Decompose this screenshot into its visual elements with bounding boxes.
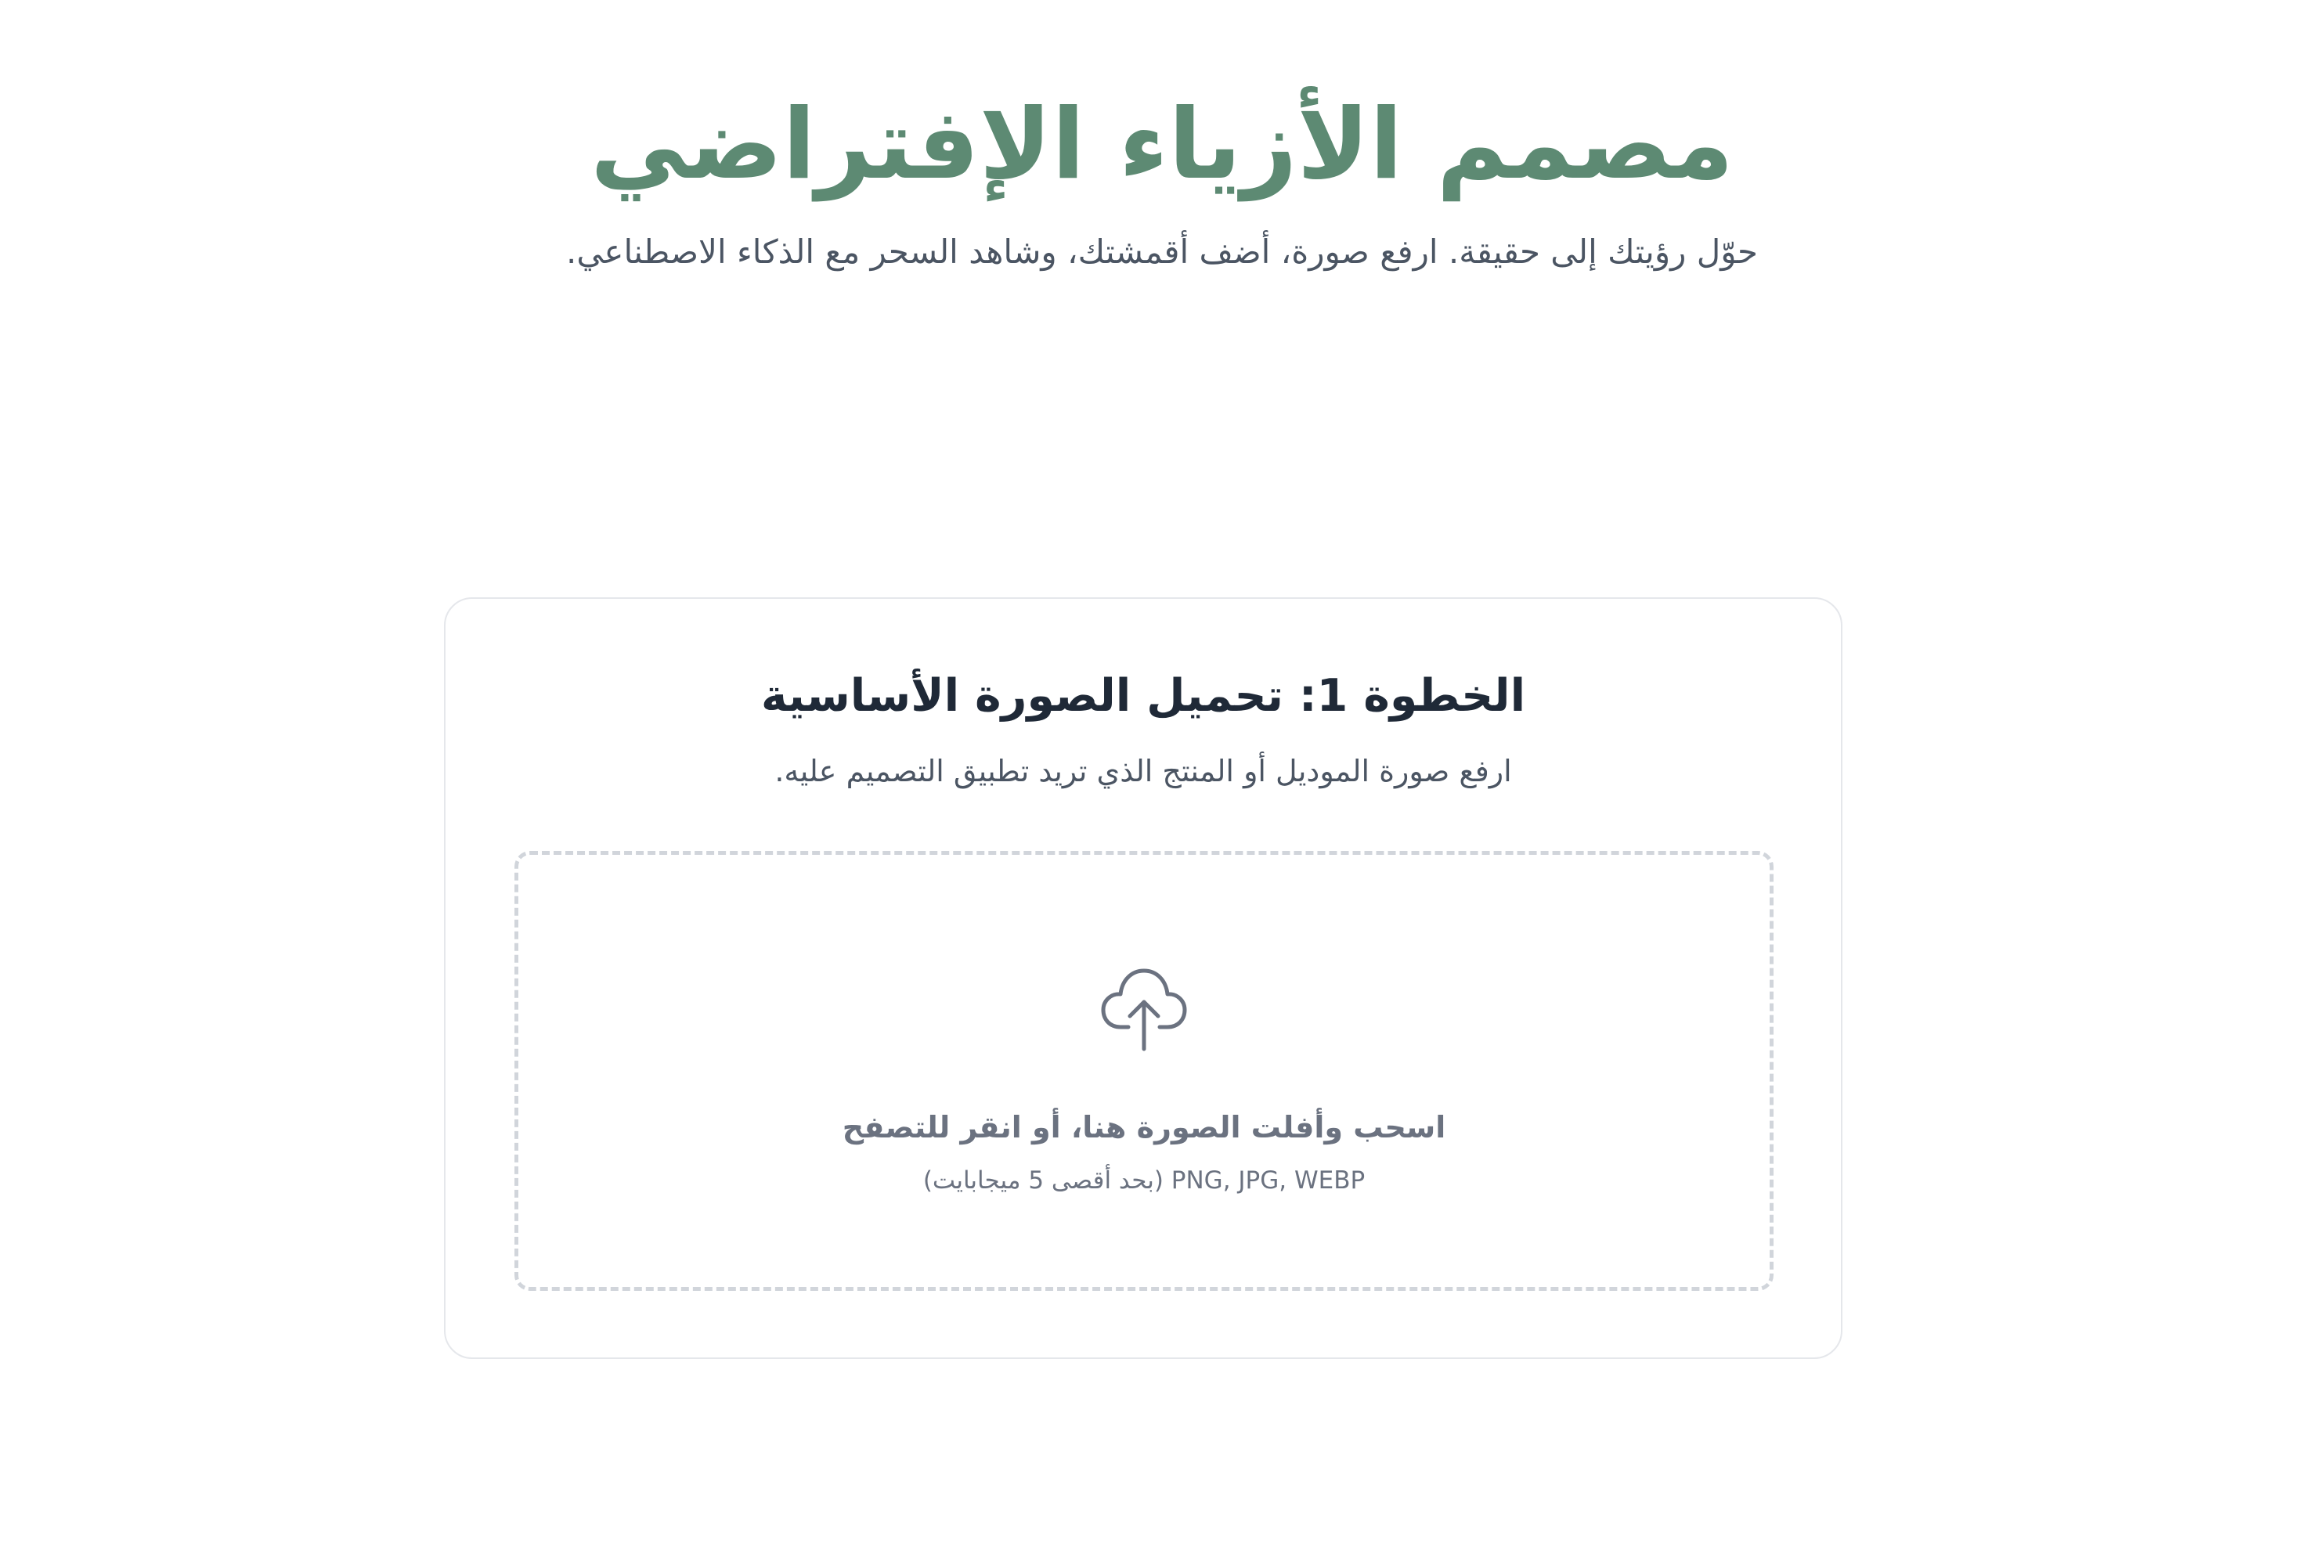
dropzone-main-text: اسحب وأفلت الصورة هنا، أو انقر للتصفح: [842, 1110, 1446, 1144]
image-dropzone[interactable]: [514, 851, 1774, 1291]
page-subtitle: حوّل رؤيتك إلى حقيقة. ارفع صورة، أضف أقمشتك، وشاهد السحر مع الذكاء الاصطناعي.: [566, 232, 1758, 271]
cloud-upload-icon: [1097, 958, 1191, 1052]
upload-card: [444, 597, 1842, 1359]
step-description: ارفع صورة الموديل أو المنتج الذي تريد تطبيق التصميم عليه.: [774, 754, 1512, 788]
dropzone-hint-text: PNG, JPG, WEBP (بحد أقصى 5 ميجابايت): [922, 1166, 1366, 1195]
page-title: مصمم الأزياء الإفتراضي: [590, 88, 1734, 201]
step-title: الخطوة 1: تحميل الصورة الأساسية: [760, 670, 1526, 722]
